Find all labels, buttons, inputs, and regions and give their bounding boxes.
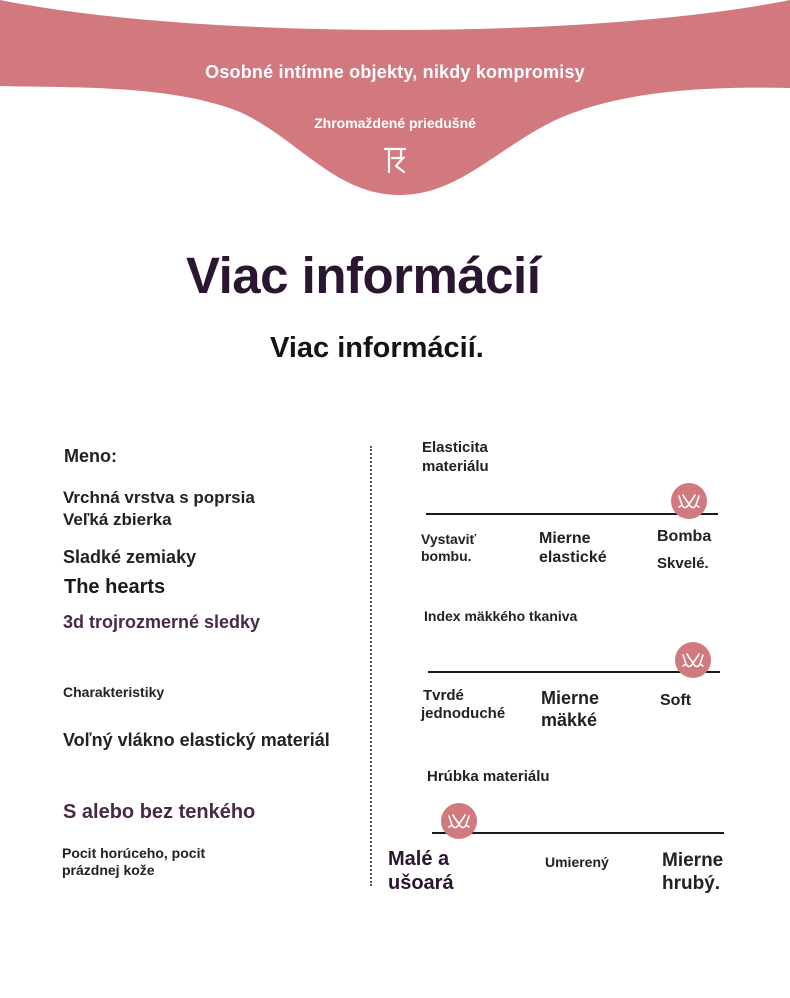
thickness-option-2: Umierený — [545, 854, 609, 870]
elasticity-title-line1: Elasticita — [422, 439, 488, 456]
thickness-title: Hrúbka materiálu — [427, 768, 550, 785]
name-label: Meno: — [64, 446, 117, 466]
thickness-option-3-line1: Mierne — [662, 850, 724, 871]
elasticity-option-3-line2: Skvelé. — [657, 555, 709, 572]
banner-subtitle: Zhromaždené priedušné — [314, 115, 476, 131]
page-title: Viac informácií — [186, 247, 541, 304]
thickness-option-3-line2: hrubý. — [662, 873, 721, 894]
feel-line1: Pocit horúceho, pocit — [62, 845, 206, 861]
style-text: 3d trojrozmerné sledky — [63, 612, 261, 632]
name-value-line1: Vrchná vrstva s poprsia — [63, 488, 255, 507]
softness-option-1-line2: jednoduché — [421, 705, 506, 722]
brand-monogram-icon — [383, 146, 407, 174]
elasticity-title-line2: materiálu — [422, 458, 489, 475]
feel-line2: prázdnej kože — [62, 862, 155, 878]
elasticity-option-3-line1: Bomba — [657, 528, 712, 545]
elasticity-option-2-line2: elastické — [539, 549, 607, 566]
banner-title: Osobné intímne objekty, nikdy kompromisy — [205, 62, 585, 82]
softness-title: Index mäkkého tkaniva — [424, 608, 578, 624]
thickness-option-1-line1: Malé a — [388, 848, 450, 870]
thickness-option-1-line2: ušoará — [388, 872, 454, 894]
elasticity-option-1-line1: Vystaviť — [421, 531, 477, 547]
bra-icon — [671, 483, 707, 519]
page-subtitle: Viac informácií. — [270, 332, 484, 364]
option-text: S alebo bez tenkého — [63, 801, 256, 823]
elasticity-option-1-line2: bombu. — [421, 548, 472, 564]
elasticity-option-2-line1: Mierne — [539, 530, 591, 547]
softness-option-3: Soft — [660, 692, 692, 709]
bra-icon — [675, 642, 711, 678]
features-label: Charakteristiky — [63, 684, 165, 700]
softness-option-2-line2: mäkké — [541, 710, 598, 730]
collection-line2: The hearts — [64, 576, 166, 598]
collection-line1: Sladké zemiaky — [63, 547, 197, 567]
name-value-line2: Veľká zbierka — [63, 510, 172, 529]
softness-option-2-line1: Mierne — [541, 688, 600, 708]
bra-icon — [441, 803, 477, 839]
column-divider — [370, 446, 372, 886]
material-text: Voľný vlákno elastický materiál — [63, 730, 330, 750]
softness-option-1-line1: Tvrdé — [423, 687, 464, 704]
